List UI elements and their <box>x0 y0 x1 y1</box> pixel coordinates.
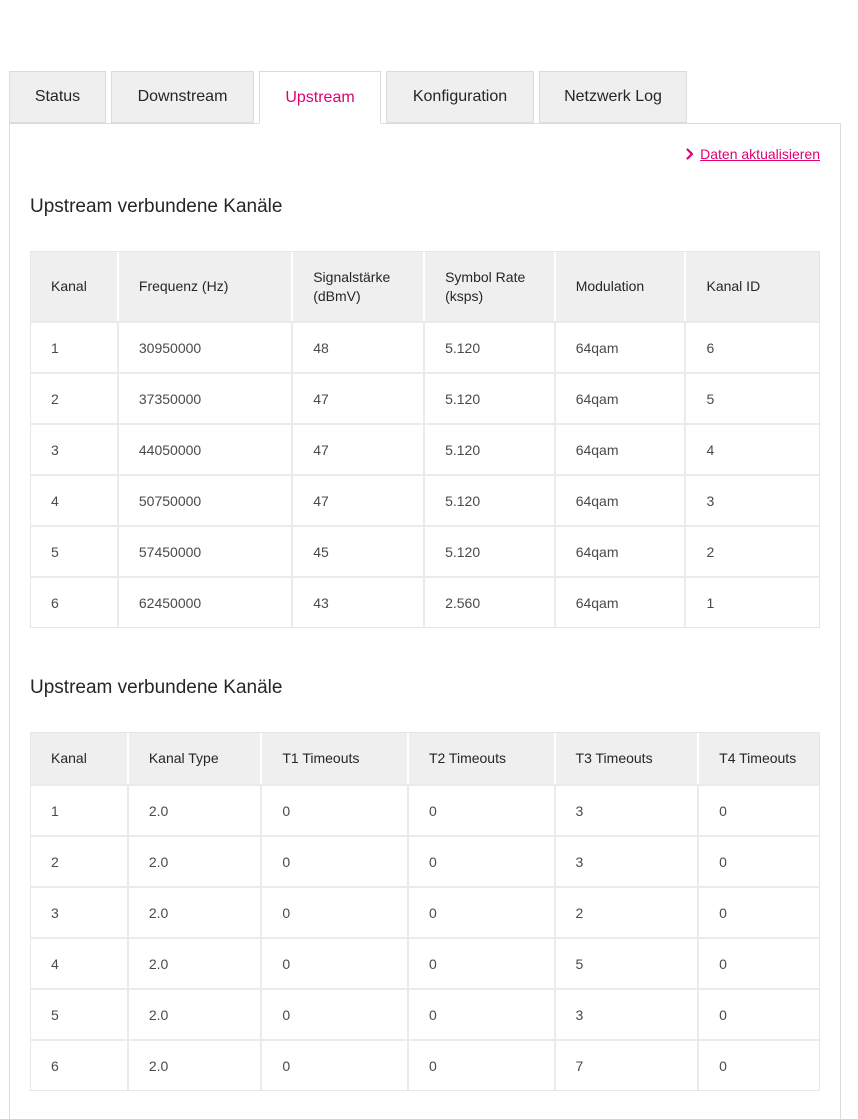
table-header-row <box>31 252 819 321</box>
table-cell: 2 <box>31 835 129 886</box>
table-cell: 0 <box>699 937 819 988</box>
table-cell: 0 <box>262 937 409 988</box>
table-row <box>31 835 819 886</box>
table-cell: 45 <box>293 525 425 576</box>
table-cell: 0 <box>699 835 819 886</box>
column-header: Signalstärke (dBmV) <box>293 252 425 321</box>
column-header: T3 Timeouts <box>556 733 700 784</box>
table-cell: 64qam <box>556 423 687 474</box>
table-cell: 3 <box>556 835 700 886</box>
table-cell: 0 <box>699 784 819 835</box>
table-cell: 5.120 <box>425 423 556 474</box>
upstream-timeouts-table <box>30 732 820 1091</box>
upstream-panel <box>9 123 841 1119</box>
table-cell: 50750000 <box>119 474 293 525</box>
table-row <box>31 576 819 627</box>
column-header: T1 Timeouts <box>262 733 409 784</box>
table-row <box>31 886 819 937</box>
table-cell: 2.0 <box>129 886 263 937</box>
table-cell: 43 <box>293 576 425 627</box>
section-title-channels: Upstream verbundene Kanäle <box>30 196 283 217</box>
table-row <box>31 423 819 474</box>
column-header: Kanal Type <box>129 733 263 784</box>
table-cell: 2.0 <box>129 1039 263 1090</box>
table-cell: 64qam <box>556 576 687 627</box>
table-header-row <box>31 733 819 784</box>
table-cell: 0 <box>262 835 409 886</box>
table-cell: 3 <box>686 474 819 525</box>
table-cell: 0 <box>699 886 819 937</box>
table-cell: 5.120 <box>425 474 556 525</box>
table-cell: 3 <box>556 784 700 835</box>
table-cell: 0 <box>262 886 409 937</box>
table-cell: 1 <box>31 784 129 835</box>
section-title-timeouts: Upstream verbundene Kanäle <box>30 677 283 698</box>
column-header: Kanal <box>31 733 129 784</box>
table-cell: 47 <box>293 474 425 525</box>
table-cell: 62450000 <box>119 576 293 627</box>
table-cell: 6 <box>31 1039 129 1090</box>
table-cell: 7 <box>556 1039 700 1090</box>
table-cell: 4 <box>31 474 119 525</box>
table-cell: 0 <box>262 1039 409 1090</box>
column-header: Kanal ID <box>686 252 819 321</box>
table-cell: 0 <box>262 988 409 1039</box>
table-cell: 2 <box>556 886 700 937</box>
tab-label: Status <box>34 88 81 105</box>
table-cell: 0 <box>699 1039 819 1090</box>
table-cell: 6 <box>31 576 119 627</box>
table-cell: 4 <box>31 937 129 988</box>
table-cell: 0 <box>699 988 819 1039</box>
tab-upstream[interactable] <box>259 71 381 124</box>
tab-label: Konfiguration <box>412 88 508 105</box>
column-header: T4 Timeouts <box>699 733 819 784</box>
table-cell: 0 <box>409 886 556 937</box>
table-cell: 5.120 <box>425 321 556 372</box>
table-cell: 0 <box>409 988 556 1039</box>
table-cell: 3 <box>31 886 129 937</box>
table-row <box>31 784 819 835</box>
table-cell: 4 <box>686 423 819 474</box>
table-cell: 3 <box>556 988 700 1039</box>
table-cell: 3 <box>31 423 119 474</box>
table-row <box>31 988 819 1039</box>
table-cell: 6 <box>686 321 819 372</box>
table-cell: 48 <box>293 321 425 372</box>
table-cell: 47 <box>293 372 425 423</box>
table-cell: 37350000 <box>119 372 293 423</box>
table-row <box>31 372 819 423</box>
table-cell: 0 <box>409 1039 556 1090</box>
table-cell: 2 <box>686 525 819 576</box>
table-row <box>31 525 819 576</box>
upstream-channels-table <box>30 251 820 628</box>
column-header: Kanal <box>31 252 119 321</box>
table-cell: 0 <box>409 937 556 988</box>
tab-konfiguration[interactable] <box>386 71 534 123</box>
tab-netzwerk-log[interactable] <box>539 71 687 123</box>
tab-label: Downstream <box>137 88 228 105</box>
tab-status[interactable] <box>9 71 106 123</box>
table-cell: 64qam <box>556 321 687 372</box>
table-cell: 2.0 <box>129 835 263 886</box>
table-cell: 57450000 <box>119 525 293 576</box>
table-cell: 30950000 <box>119 321 293 372</box>
table-cell: 5.120 <box>425 525 556 576</box>
tab-downstream[interactable] <box>111 71 254 123</box>
refresh-label: Daten aktualisieren <box>700 146 820 162</box>
tab-label: Upstream <box>285 88 355 106</box>
table-cell: 5.120 <box>425 372 556 423</box>
table-cell: 64qam <box>556 474 687 525</box>
table-row <box>31 1039 819 1090</box>
column-header: Frequenz (Hz) <box>119 252 293 321</box>
table-row <box>31 474 819 525</box>
table-cell: 0 <box>262 784 409 835</box>
tab-label: Netzwerk Log <box>564 88 662 105</box>
table-cell: 2.0 <box>129 988 263 1039</box>
table-cell: 5 <box>31 525 119 576</box>
chevron-right-icon <box>686 148 694 160</box>
table-cell: 2.0 <box>129 937 263 988</box>
table-cell: 0 <box>409 835 556 886</box>
table-cell: 64qam <box>556 525 687 576</box>
table-cell: 2.560 <box>425 576 556 627</box>
table-cell: 64qam <box>556 372 687 423</box>
column-header: Modulation <box>556 252 687 321</box>
table-cell: 47 <box>293 423 425 474</box>
table-cell: 0 <box>409 784 556 835</box>
table-cell: 5 <box>686 372 819 423</box>
table-row <box>31 321 819 372</box>
column-header: T2 Timeouts <box>409 733 556 784</box>
refresh-link[interactable] <box>686 146 820 162</box>
table-cell: 1 <box>31 321 119 372</box>
table-cell: 1 <box>686 576 819 627</box>
table-cell: 2 <box>31 372 119 423</box>
column-header: Symbol Rate (ksps) <box>425 252 556 321</box>
table-cell: 5 <box>31 988 129 1039</box>
table-cell: 2.0 <box>129 784 263 835</box>
table-cell: 5 <box>556 937 700 988</box>
table-cell: 44050000 <box>119 423 293 474</box>
table-row <box>31 937 819 988</box>
